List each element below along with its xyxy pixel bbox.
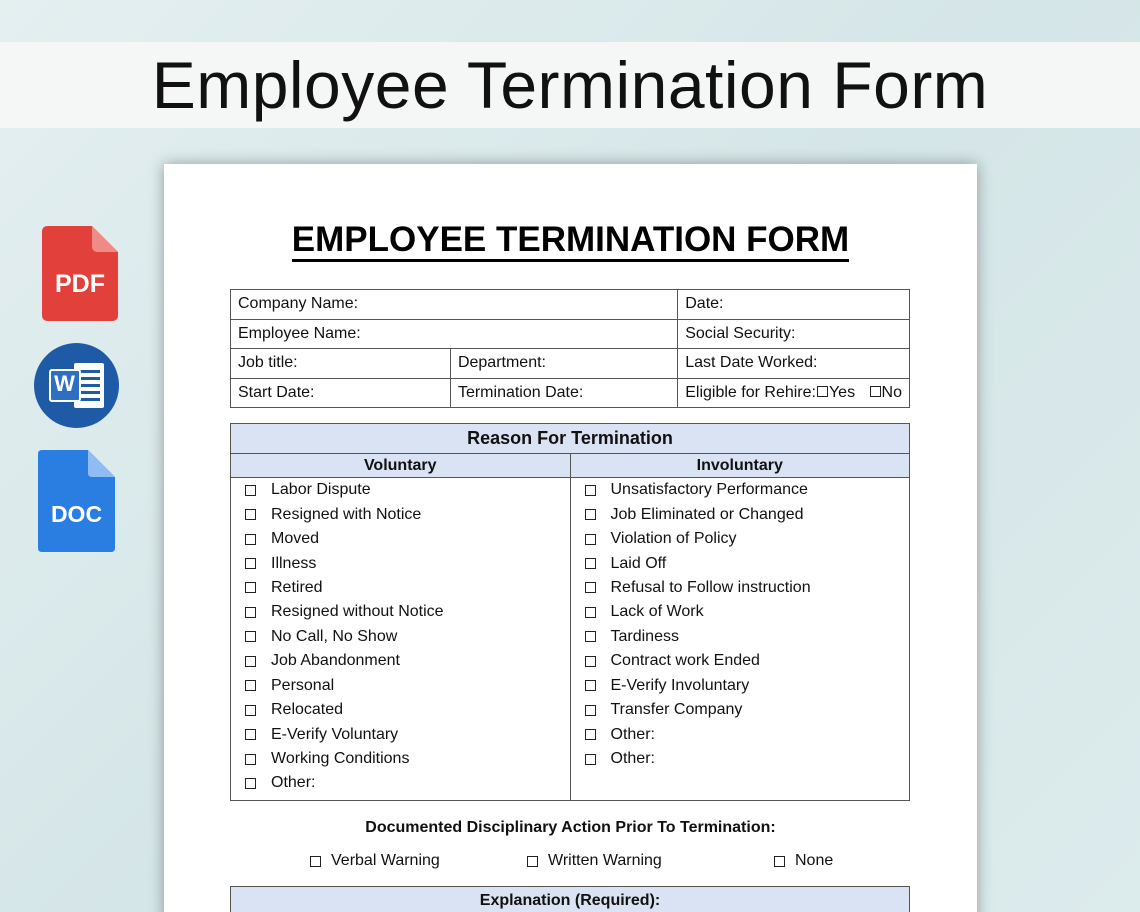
voluntary-reason-item[interactable] xyxy=(243,771,570,795)
involuntary-reason-item[interactable] xyxy=(583,625,910,649)
pdf-icon xyxy=(42,226,118,321)
involuntary-reason-checkbox[interactable] xyxy=(585,729,596,740)
verbal-warning-label: Verbal Warning xyxy=(331,852,440,869)
involuntary-reason-item[interactable] xyxy=(583,502,910,526)
verbal-warning-option[interactable] xyxy=(308,852,440,870)
voluntary-reason-checkbox[interactable] xyxy=(245,558,256,569)
involuntary-reason-label: Other: xyxy=(610,725,655,743)
voluntary-reason-label: Resigned with Notice xyxy=(271,505,422,523)
voluntary-reason-label: No Call, No Show xyxy=(271,627,398,645)
involuntary-reason-item[interactable] xyxy=(583,551,910,575)
involuntary-reason-checkbox[interactable] xyxy=(585,754,596,765)
banner-title: Employee Termination Form xyxy=(151,48,989,122)
form-page xyxy=(164,164,977,912)
involuntary-reason-label: Job Eliminated or Changed xyxy=(610,505,804,523)
involuntary-reason-item[interactable] xyxy=(583,576,910,600)
rehire-no-checkbox[interactable] xyxy=(870,386,881,397)
voluntary-reason-item[interactable] xyxy=(243,722,570,746)
voluntary-reason-item[interactable] xyxy=(243,625,570,649)
involuntary-reason-label: Tardiness xyxy=(610,627,679,645)
explanation-header: Explanation (Required): xyxy=(230,886,910,912)
voluntary-heading: Voluntary xyxy=(231,454,570,478)
voluntary-reason-item[interactable] xyxy=(243,674,570,698)
none-label: None xyxy=(795,852,834,869)
involuntary-reason-checkbox[interactable] xyxy=(585,607,596,618)
voluntary-reason-label: Other: xyxy=(271,774,316,792)
involuntary-reason-item[interactable] xyxy=(583,674,910,698)
involuntary-reason-checkbox[interactable] xyxy=(585,680,596,691)
department-field[interactable]: Department: xyxy=(450,349,677,379)
voluntary-reason-checkbox[interactable] xyxy=(245,778,256,789)
form-title xyxy=(164,220,977,260)
doc-label: DOC xyxy=(50,501,103,527)
voluntary-reason-item[interactable] xyxy=(243,649,570,673)
voluntary-reason-checkbox[interactable] xyxy=(245,509,256,520)
eligible-for-rehire-field xyxy=(678,378,910,408)
disciplinary-title: Documented Disciplinary Action Prior To Termination: xyxy=(365,819,776,836)
voluntary-reason-checkbox[interactable] xyxy=(245,729,256,740)
rehire-yes-label: Yes xyxy=(828,383,856,401)
voluntary-reason-checkbox[interactable] xyxy=(245,485,256,496)
involuntary-reason-checkbox[interactable] xyxy=(585,534,596,545)
involuntary-reason-item[interactable] xyxy=(583,649,910,673)
verbal-warning-checkbox[interactable] xyxy=(310,856,321,867)
voluntary-reason-label: Illness xyxy=(271,554,317,572)
voluntary-reason-item[interactable] xyxy=(243,551,570,575)
job-title-field[interactable]: Job title: xyxy=(231,349,451,379)
reason-for-termination-section xyxy=(230,423,910,801)
involuntary-reason-label: Unsatisfactory Performance xyxy=(610,481,808,499)
termination-date-field[interactable]: Termination Date: xyxy=(450,378,677,408)
word-icon xyxy=(34,343,119,428)
social-security-field[interactable]: Social Security: xyxy=(678,319,910,349)
written-warning-checkbox[interactable] xyxy=(527,856,538,867)
involuntary-reason-checkbox[interactable] xyxy=(585,631,596,642)
start-date-field[interactable]: Start Date: xyxy=(231,378,451,408)
voluntary-reason-label: Job Abandonment xyxy=(271,652,400,670)
involuntary-heading: Involuntary xyxy=(571,454,910,478)
voluntary-list xyxy=(231,478,570,796)
voluntary-reason-checkbox[interactable] xyxy=(245,534,256,545)
voluntary-reason-label: Personal xyxy=(271,676,335,694)
voluntary-reason-label: Moved xyxy=(271,530,320,548)
involuntary-reason-item[interactable] xyxy=(583,698,910,722)
involuntary-reason-item[interactable] xyxy=(583,600,910,624)
involuntary-reason-item[interactable] xyxy=(583,478,910,502)
voluntary-reason-item[interactable] xyxy=(243,747,570,771)
doc-icon xyxy=(38,450,115,552)
voluntary-reason-checkbox[interactable] xyxy=(245,607,256,618)
voluntary-reason-checkbox[interactable] xyxy=(245,631,256,642)
involuntary-reason-label: Lack of Work xyxy=(610,603,704,621)
date-field[interactable]: Date: xyxy=(678,290,910,320)
banner xyxy=(0,42,1140,128)
voluntary-reason-checkbox[interactable] xyxy=(245,754,256,765)
none-checkbox[interactable] xyxy=(774,856,785,867)
involuntary-reason-item[interactable] xyxy=(583,747,910,771)
voluntary-reason-checkbox[interactable] xyxy=(245,582,256,593)
voluntary-reason-item[interactable] xyxy=(243,527,570,551)
voluntary-reason-item[interactable] xyxy=(243,502,570,526)
none-option[interactable] xyxy=(772,852,833,870)
involuntary-reason-checkbox[interactable] xyxy=(585,509,596,520)
involuntary-reason-checkbox[interactable] xyxy=(585,558,596,569)
voluntary-reason-label: Working Conditions xyxy=(271,750,410,768)
employee-name-field[interactable]: Employee Name: xyxy=(231,319,678,349)
involuntary-reason-checkbox[interactable] xyxy=(585,485,596,496)
involuntary-list xyxy=(571,478,910,771)
rehire-yes-checkbox[interactable] xyxy=(817,386,828,397)
involuntary-reason-label: Contract work Ended xyxy=(610,652,760,670)
voluntary-reason-label: Relocated xyxy=(271,701,344,719)
word-label: W xyxy=(54,371,75,396)
voluntary-reason-label: E-Verify Voluntary xyxy=(271,725,399,743)
last-date-worked-field[interactable]: Last Date Worked: xyxy=(678,349,910,379)
form-title-text: EMPLOYEE TERMINATION FORM xyxy=(292,220,849,262)
voluntary-reason-item[interactable] xyxy=(243,698,570,722)
voluntary-reason-label: Labor Dispute xyxy=(271,481,371,499)
voluntary-reason-label: Resigned without Notice xyxy=(271,603,444,621)
eligible-for-rehire-label: Eligible for Rehire: xyxy=(685,383,816,401)
voluntary-reason-checkbox[interactable] xyxy=(245,680,256,691)
company-name-field[interactable]: Company Name: xyxy=(231,290,678,320)
involuntary-reason-label: Transfer Company xyxy=(610,701,743,719)
voluntary-reason-checkbox[interactable] xyxy=(245,705,256,716)
reason-title: Reason For Termination xyxy=(231,424,909,454)
involuntary-reason-item[interactable] xyxy=(583,722,910,746)
voluntary-reason-item[interactable] xyxy=(243,576,570,600)
involuntary-reason-label: Violation of Policy xyxy=(610,530,737,548)
voluntary-reason-label: Retired xyxy=(271,578,323,596)
involuntary-reason-label: Refusal to Follow instruction xyxy=(610,578,811,596)
pdf-label: PDF xyxy=(55,270,105,298)
written-warning-label: Written Warning xyxy=(548,852,662,869)
involuntary-reason-label: E-Verify Involuntary xyxy=(610,676,750,694)
involuntary-reason-label: Laid Off xyxy=(610,554,667,572)
written-warning-option[interactable] xyxy=(525,852,662,870)
involuntary-reason-checkbox[interactable] xyxy=(585,582,596,593)
voluntary-reason-item[interactable] xyxy=(243,600,570,624)
involuntary-reason-label: Other: xyxy=(610,750,655,768)
voluntary-column xyxy=(231,454,571,800)
employee-info-table xyxy=(230,289,910,408)
involuntary-reason-checkbox[interactable] xyxy=(585,656,596,667)
involuntary-column xyxy=(571,454,910,800)
involuntary-reason-checkbox[interactable] xyxy=(585,705,596,716)
rehire-no-label: No xyxy=(881,383,902,401)
voluntary-reason-item[interactable] xyxy=(243,478,570,502)
voluntary-reason-checkbox[interactable] xyxy=(245,656,256,667)
involuntary-reason-item[interactable] xyxy=(583,527,910,551)
